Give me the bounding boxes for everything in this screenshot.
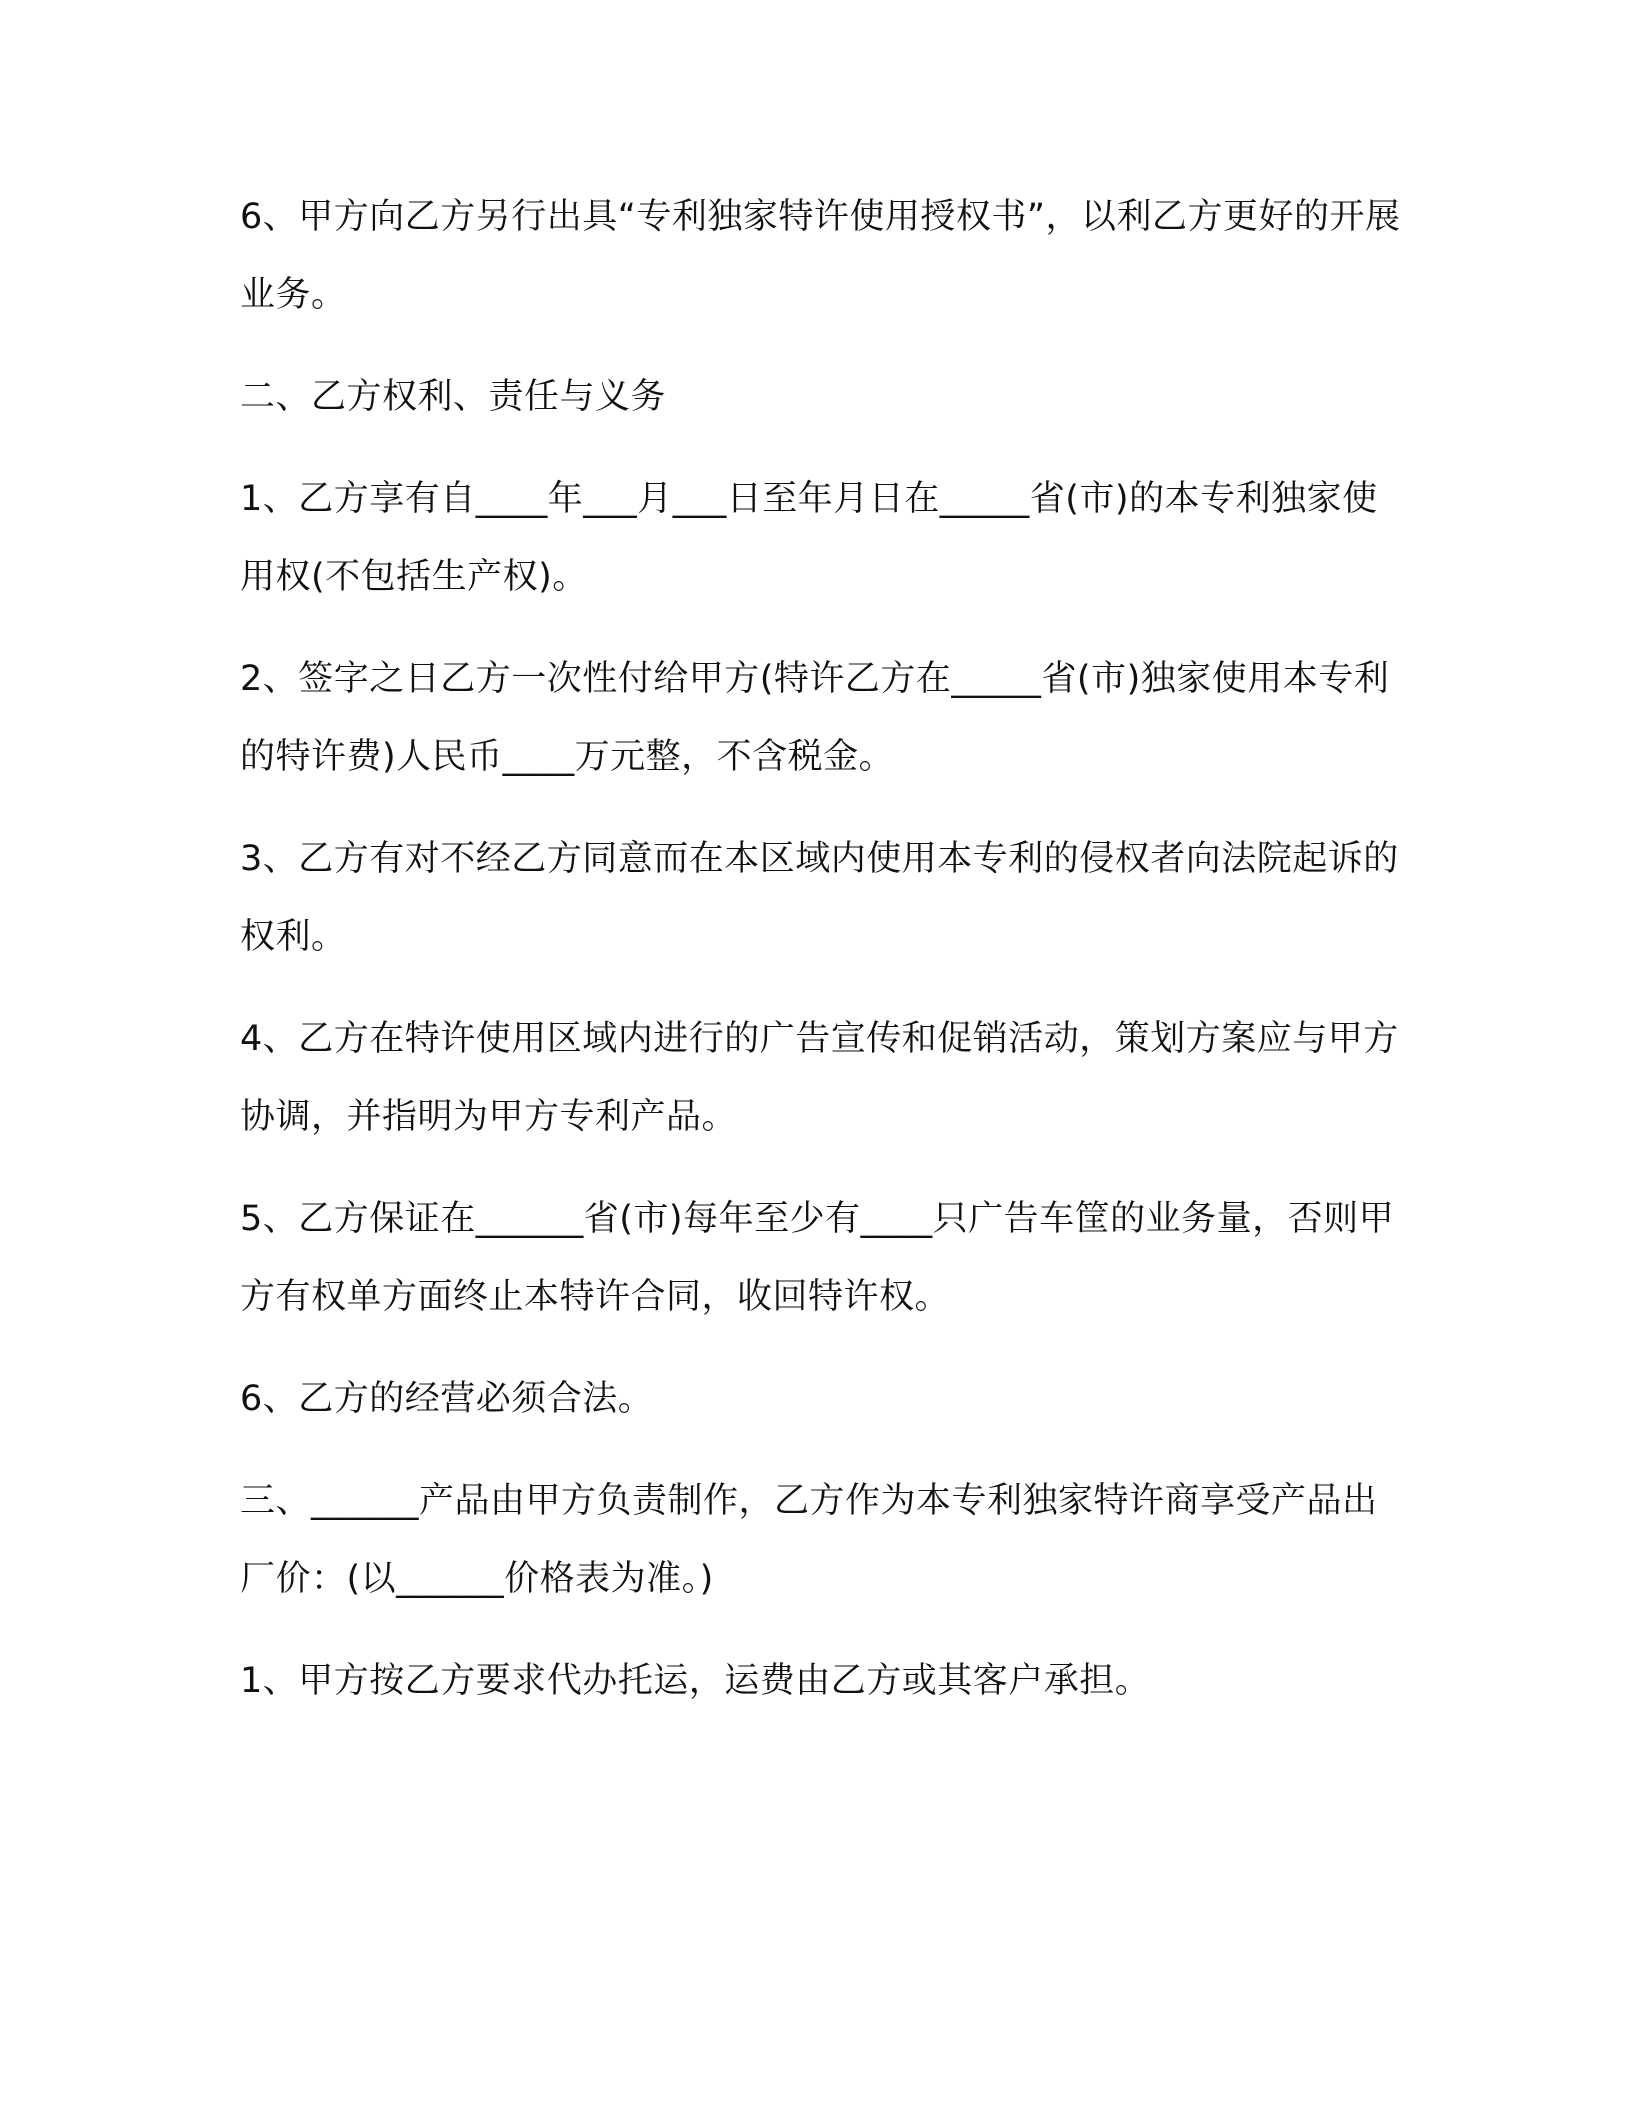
section-heading-products: 三、______产品由甲方负责制作，乙方作为本专利独家特许商享受产品出厂价：(以______价格表为准。) bbox=[240, 1481, 1378, 1599]
document-page bbox=[240, 178, 1410, 1744]
paragraph-clause-2-fee: 2、签字之日乙方一次性付给甲方(特许乙方在_____省(市)独家使用本专利的特许费)人民币____万元整，不含税金。 bbox=[240, 659, 1390, 777]
paragraph-clause-5-volume: 5、乙方保证在______省(市)每年至少有____只广告车筐的业务量，否则甲方有权单方面终止本特许合同，收回特许权。 bbox=[240, 1199, 1395, 1317]
paragraph-clause-1-shipping: 1、甲方按乙方要求代办托运，运费由乙方或其客户承担。 bbox=[240, 1661, 1151, 1701]
paragraph-clause-6-legal: 6、乙方的经营必须合法。 bbox=[240, 1379, 654, 1419]
paragraph-clause-6-authorization: 6、甲方向乙方另行出具“专利独家特许使用授权书”，以利乙方更好的开展业务。 bbox=[240, 197, 1401, 315]
section-heading-party-b-rights: 二、乙方权利、责任与义务 bbox=[240, 377, 667, 417]
paragraph-clause-1-exclusive-use: 1、乙方享有自____年___月___日至年月日在_____省(市)的本专利独家使用权(不包括生产权)。 bbox=[240, 479, 1378, 597]
paragraph-clause-4-advertising: 4、乙方在特许使用区域内进行的广告宣传和促销活动，策划方案应与甲方协调，并指明为甲方专利产品。 bbox=[240, 1019, 1399, 1137]
paragraph-clause-3-litigation: 3、乙方有对不经乙方同意而在本区域内使用本专利的侵权者向法院起诉的权利。 bbox=[240, 839, 1399, 957]
